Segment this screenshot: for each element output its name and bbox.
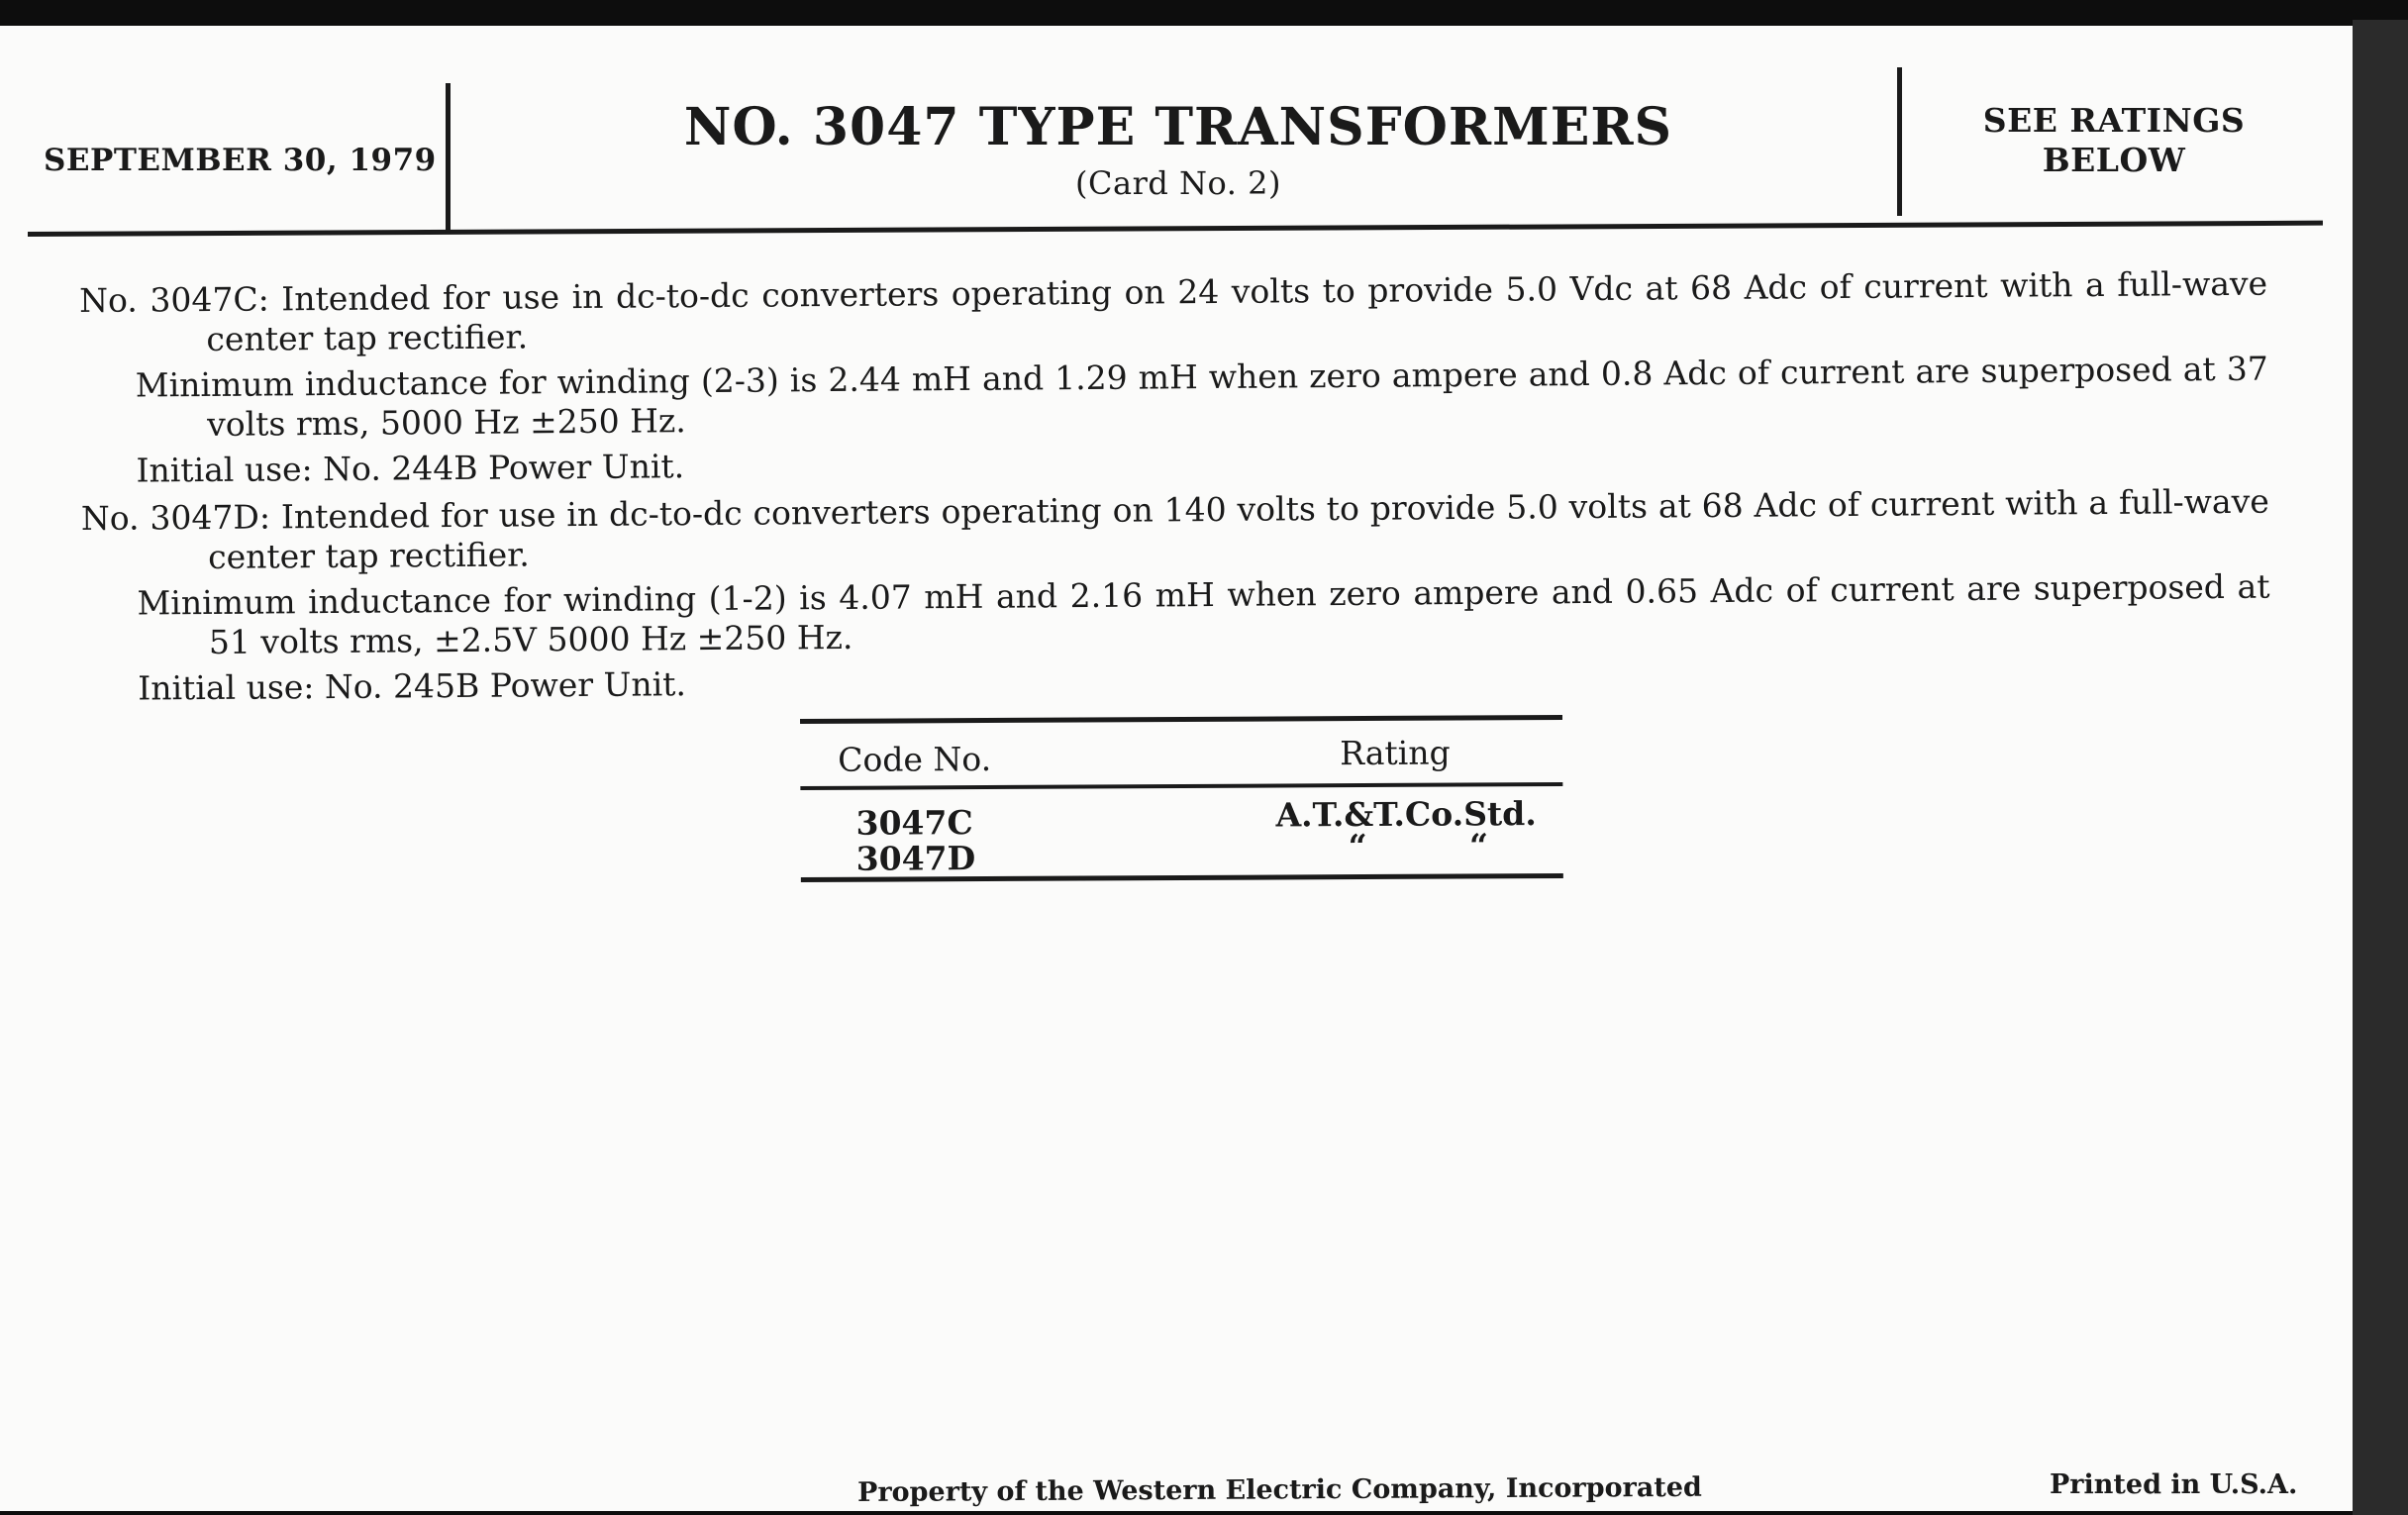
item-3047d-inductance: Minimum inductance for winding (1-2) is 4.07 mH and 2.16 mH when zero ampere and 0.65 Adc of current are superposed at 51 volts rms, ±2.5V 5000 Hz ±250 Hz.	[137, 566, 2270, 661]
header-rule	[28, 221, 2323, 237]
table-header-rating: Rating	[1340, 733, 1451, 773]
table-row-1-rating: A.T.&T.Co.Std.	[1275, 794, 1537, 835]
header-divider-right	[1897, 67, 1902, 216]
card-body	[79, 264, 2270, 717]
item-3047c-initial-use: Initial use: No. 244B Power Unit.	[136, 447, 685, 490]
card-subtitle: (Card No. 2)	[1075, 164, 1281, 202]
ratings-table	[800, 715, 1562, 878]
item-3047d-initial-use: Initial use: No. 245B Power Unit.	[138, 664, 687, 708]
item-3047c-description: No. 3047C: Intended for use in dc-to-dc converters operating on 24 volts to provide 5.0 Vdc at 68 Adc of current with a full-wave center tap rectifier.	[79, 263, 2268, 358]
header-divider-left	[446, 83, 451, 232]
footer-property: Property of the Western Electric Company, Incorporated	[857, 1471, 1702, 1508]
card-title: NO. 3047 TYPE TRANSFORMERS	[683, 97, 1673, 157]
scan-edge	[2353, 20, 2408, 1515]
footer-printed: Printed in U.S.A.	[2050, 1469, 2298, 1500]
ratings-note-line1: SEE RATINGS	[1982, 101, 2246, 140]
table-header-code: Code No.	[838, 739, 992, 779]
spec-card	[0, 26, 2353, 1511]
card-date: SEPTEMBER 30, 1979	[44, 143, 437, 178]
ratings-note	[1911, 101, 2317, 180]
table-top-rule	[800, 715, 1562, 724]
table-row-2-code: 3047D	[855, 839, 976, 878]
table-header-rule	[800, 782, 1562, 790]
table-row-2-rating: “ “	[1348, 826, 1489, 866]
table-row-1-code: 3047C	[855, 803, 973, 843]
item-3047c-inductance: Minimum inductance for winding (2-3) is 2.44 mH and 1.29 mH when zero ampere and 0.8 Adc of current are superposed at 37 volts rms, 5000 Hz ±250 Hz.	[135, 349, 2268, 444]
ratings-note-line2: BELOW	[2042, 141, 2186, 179]
item-3047d-description: No. 3047D: Intended for use in dc-to-dc converters operating on 140 volts to provide 5.0 volts at 68 Adc of current with a full-wave center tap rectifier.	[80, 481, 2269, 576]
